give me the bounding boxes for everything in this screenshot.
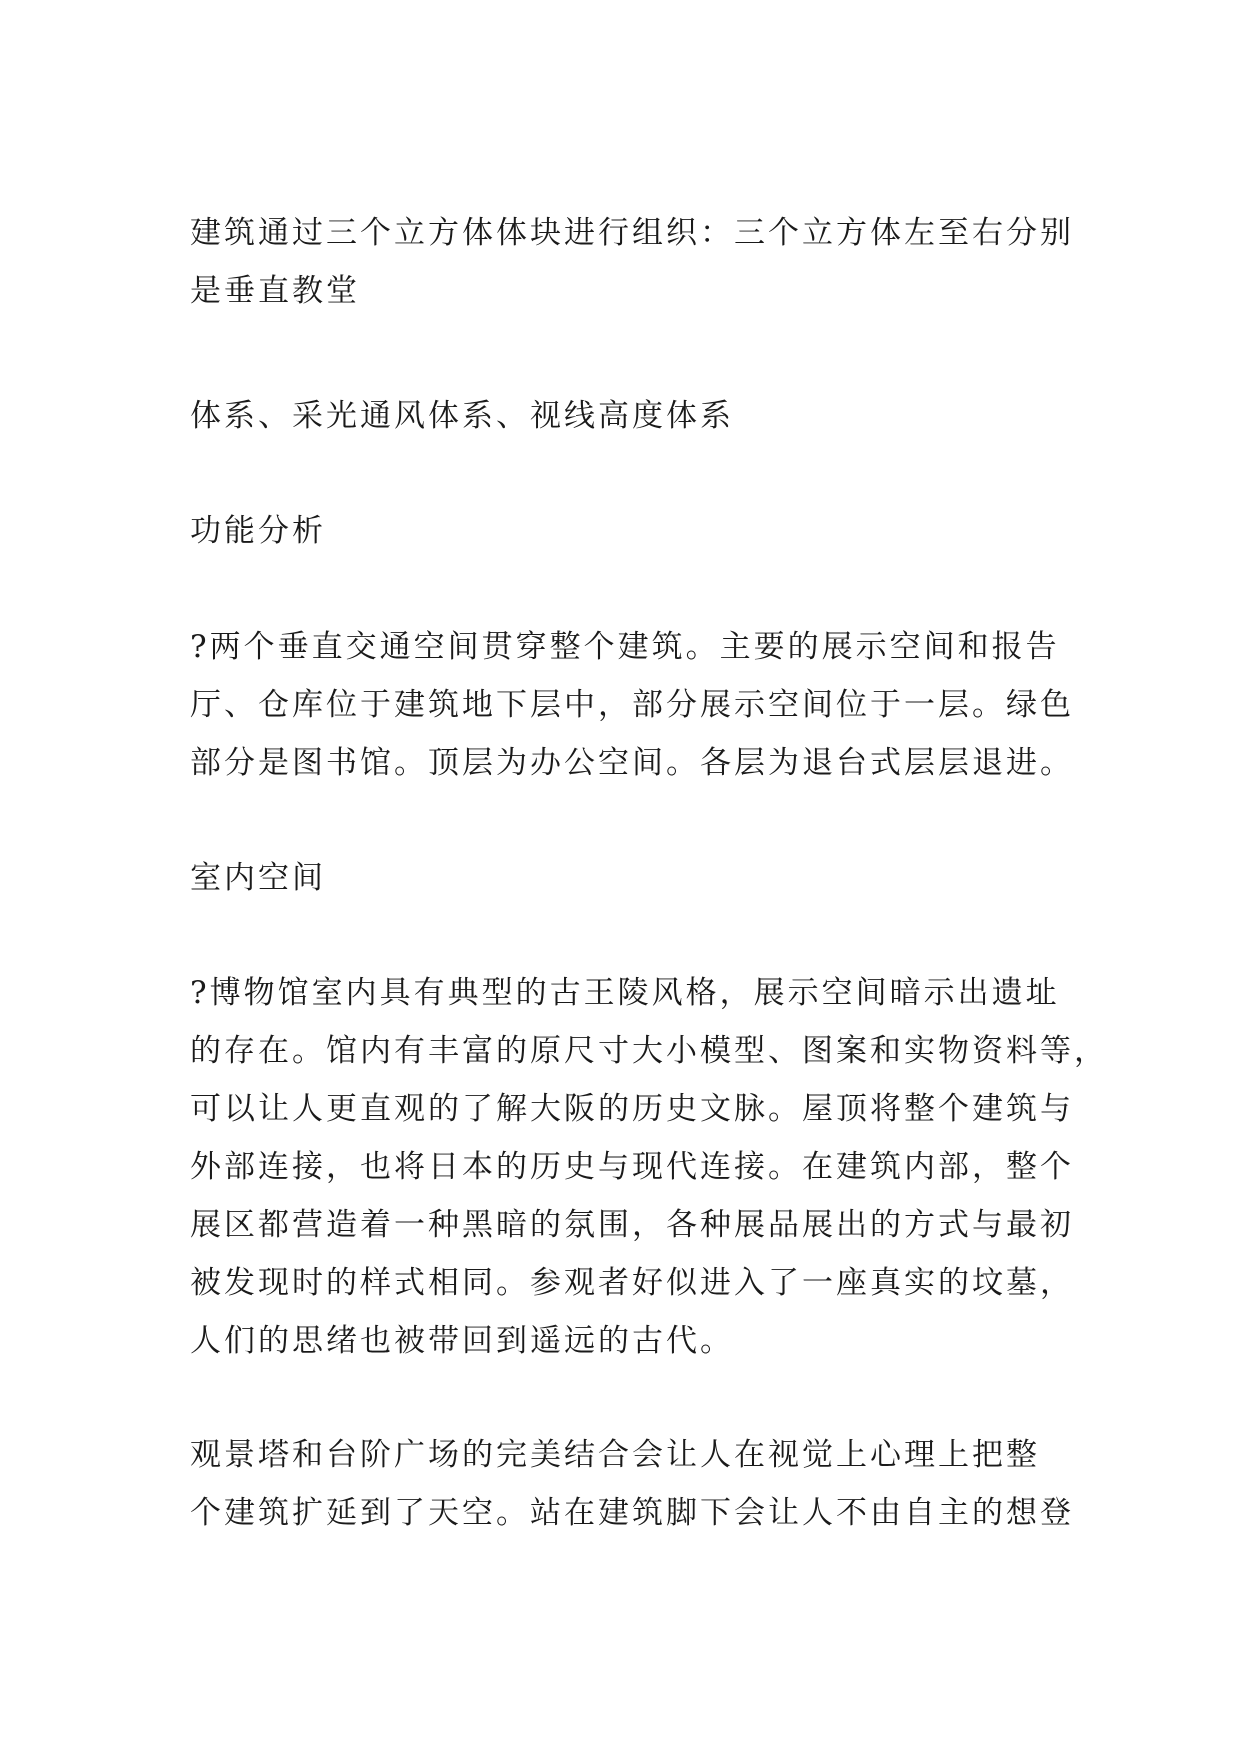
text-line: 体系、采光通风体系、视线高度体系 xyxy=(190,398,734,434)
heading-interior-space xyxy=(190,849,1070,907)
para-building-intro xyxy=(190,204,1074,320)
section-heading: 室内空间 xyxy=(190,860,326,896)
text-line: 的存在。馆内有丰富的原尺寸大小模型、图案和实物资料等， xyxy=(190,1033,1108,1069)
para-tower xyxy=(190,1426,1074,1542)
para-function xyxy=(190,618,1074,792)
text-line: 外部连接，也将日本的历史与现代连接。在建筑内部，整个 xyxy=(190,1149,1074,1185)
section-heading: 功能分析 xyxy=(190,513,326,549)
heading-function-analysis xyxy=(190,502,1070,560)
text-line: 厅、仓库位于建筑地下层中，部分展示空间位于一层。绿色 xyxy=(190,687,1074,723)
para-systems xyxy=(190,387,1070,445)
text-line: 建筑通过三个立方体体块进行组织：三个立方体左至右分别 xyxy=(190,215,1074,251)
text-line: ?博物馆室内具有典型的古王陵风格，展示空间暗示出遗址 xyxy=(190,975,1060,1011)
text-line: 部分是图书馆。顶层为办公空间。各层为退台式层层退进。 xyxy=(190,745,1074,781)
text-line: 个建筑扩延到了天空。站在建筑脚下会让人不由自主的想登 xyxy=(190,1495,1074,1531)
text-line: 观景塔和台阶广场的完美结合会让人在视觉上心理上把整 xyxy=(190,1437,1040,1473)
text-line: 人们的思绪也被带回到遥远的古代。 xyxy=(190,1323,734,1359)
text-line: ?两个垂直交通空间贯穿整个建筑。主要的展示空间和报告 xyxy=(190,629,1060,665)
para-interior xyxy=(190,964,1108,1370)
text-line: 展区都营造着一种黑暗的氛围，各种展品展出的方式与最初 xyxy=(190,1207,1074,1243)
text-line: 被发现时的样式相同。参观者好似进入了一座真实的坟墓， xyxy=(190,1265,1074,1301)
text-line: 可以让人更直观的了解大阪的历史文脉。屋顶将整个建筑与 xyxy=(190,1091,1074,1127)
text-line: 是垂直教堂 xyxy=(190,273,360,309)
